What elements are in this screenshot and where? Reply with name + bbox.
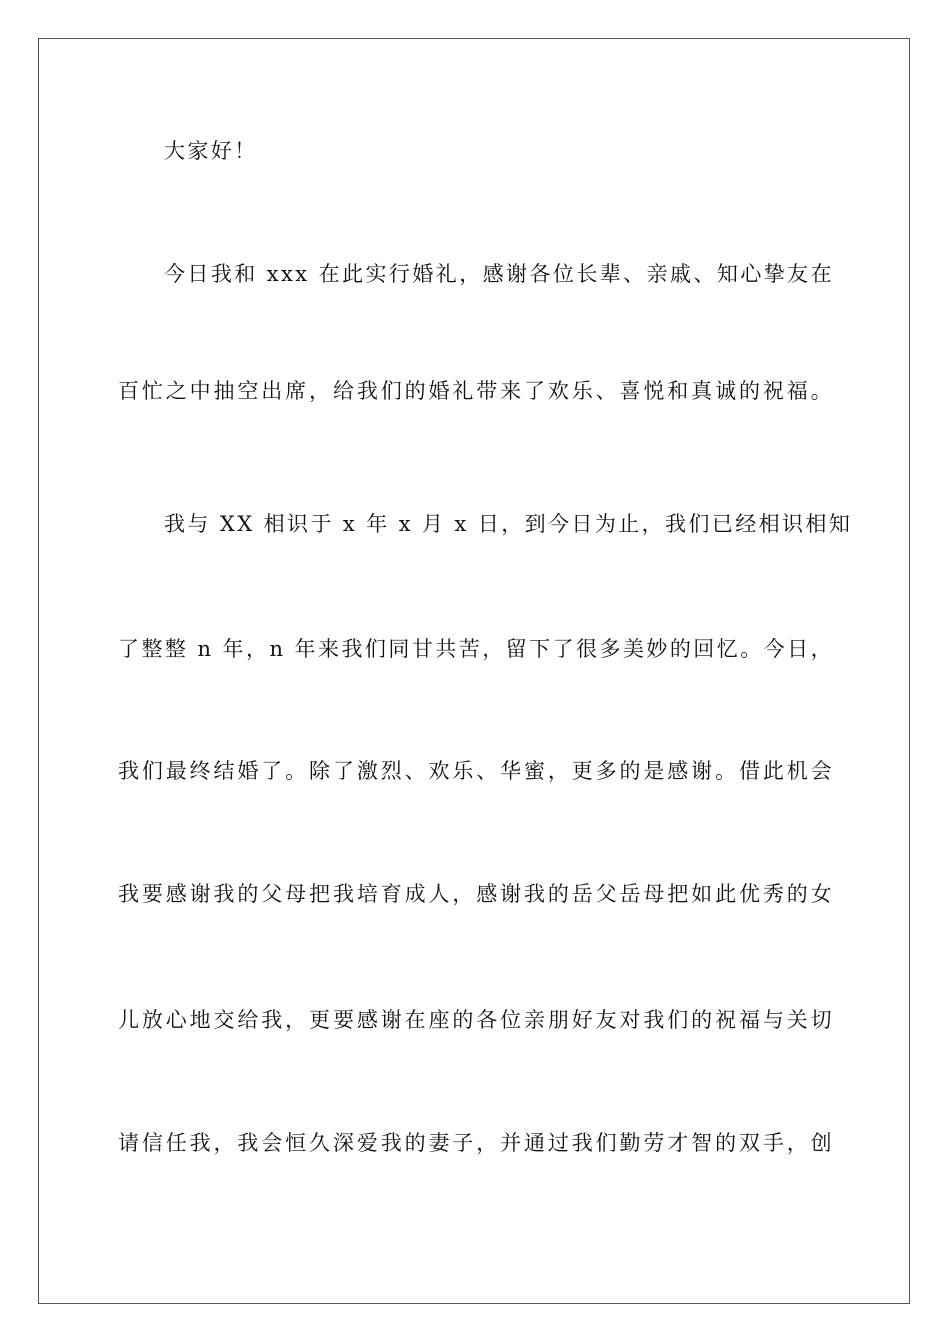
greeting-line: 大家好！	[164, 139, 258, 163]
paragraph-2-line-5: 儿放心地交给我，更要感谢在座的各位亲朋好友对我们的祝福与关切	[118, 1008, 834, 1032]
page-border	[38, 38, 910, 1304]
paragraph-2-line-2: 了整整 n 年，n 年来我们同甘共苦，留下了很多美妙的回忆。今日，	[118, 637, 834, 661]
paragraph-2-line-3: 我们最终结婚了。除了激烈、欢乐、华蜜，更多的是感谢。借此机会	[118, 759, 834, 783]
paragraph-2-line-6: 请信任我，我会恒久深爱我的妻子，并通过我们勤劳才智的双手，创	[118, 1131, 834, 1155]
paragraph-2-line-4: 我要感谢我的父母把我培育成人，感谢我的岳父岳母把如此优秀的女	[118, 882, 834, 906]
paragraph-1-line-2: 百忙之中抽空出席，给我们的婚礼带来了欢乐、喜悦和真诚的祝福。	[118, 379, 834, 403]
paragraph-1-line-1: 今日我和 xxx 在此实行婚礼，感谢各位长辈、亲戚、知心挚友在	[164, 262, 834, 286]
paragraph-2-line-1: 我与 XX 相识于 x 年 x 月 x 日，到今日为止，我们已经相识相知	[164, 512, 853, 536]
